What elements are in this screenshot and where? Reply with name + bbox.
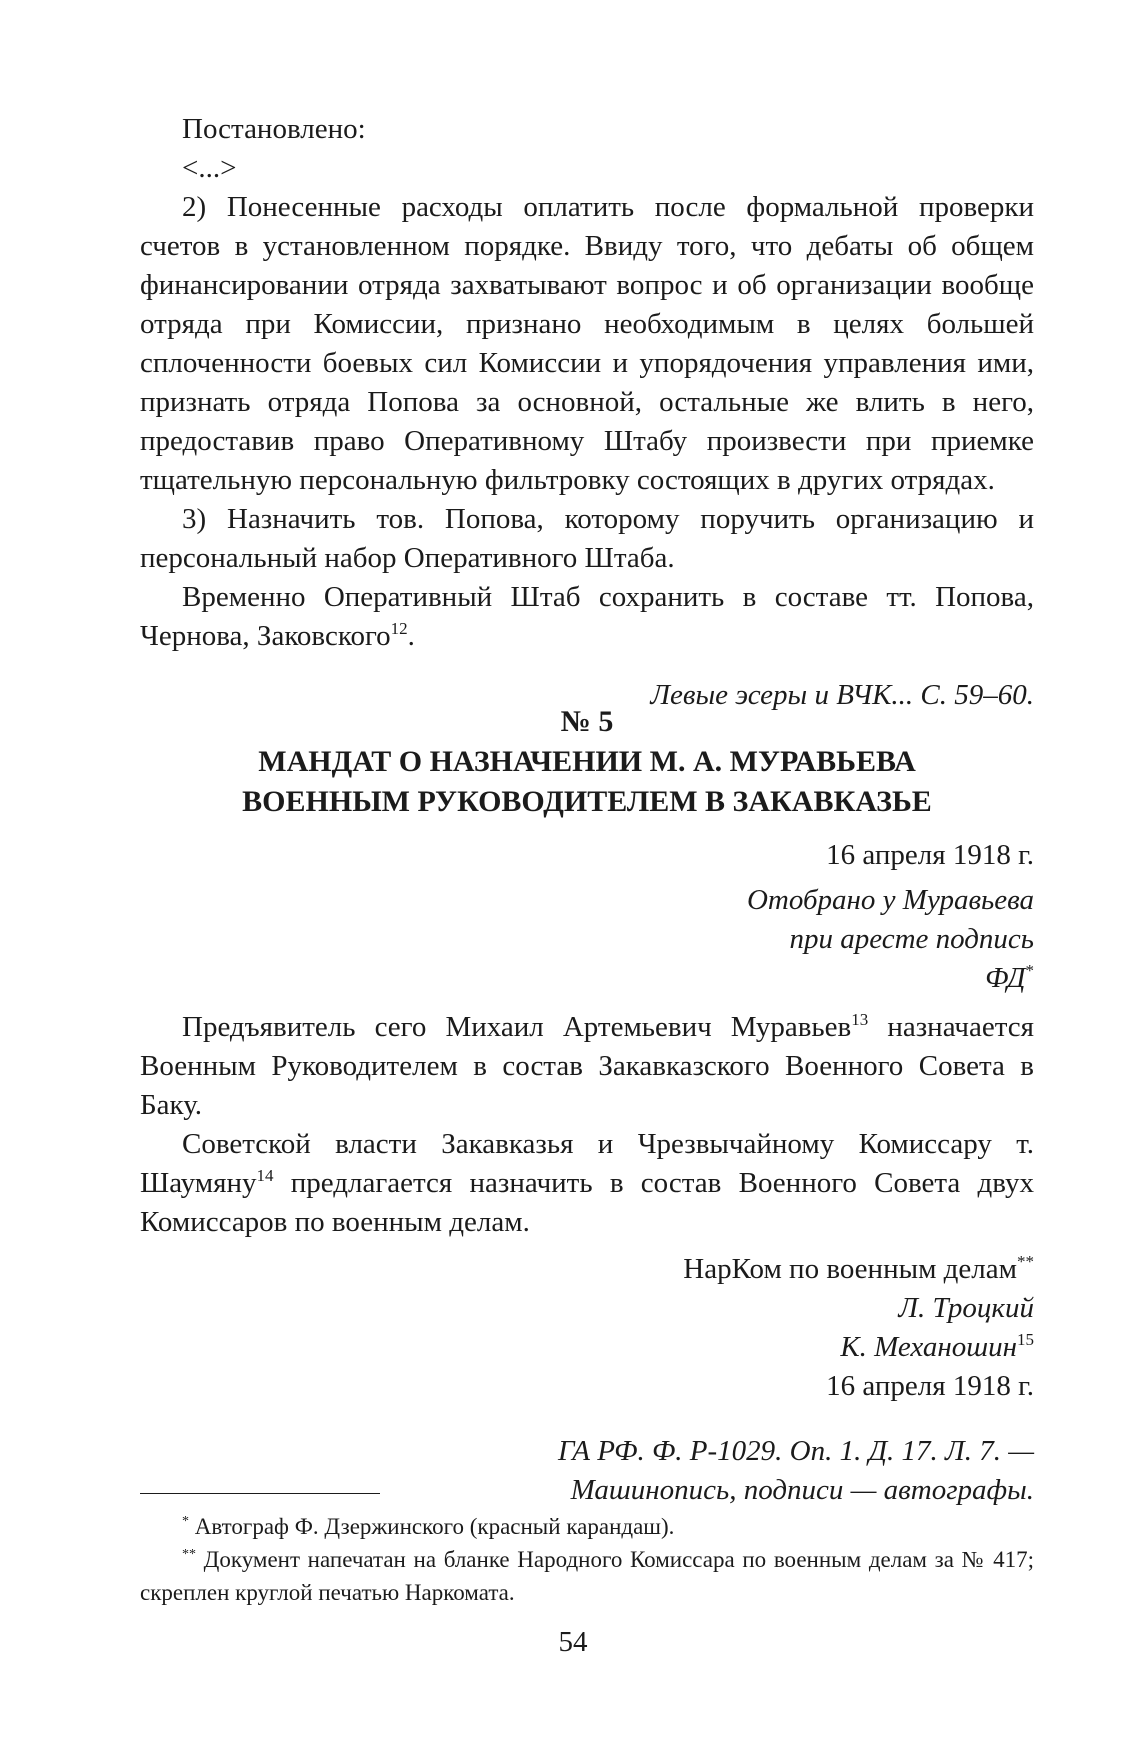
- signature-title-text: НарКом по военным делам: [683, 1253, 1017, 1285]
- ellipsis: <...>: [182, 152, 237, 184]
- footnote-ref-12: 12: [390, 619, 408, 638]
- mandate-section: [140, 836, 1034, 1510]
- annotation-line1: Отобрано у Муравьева: [746, 884, 1034, 916]
- mandate-paragraph-2-text: Советской власти Закавказья и Чрезвычайному Комиссару т. Шаумяну: [140, 1128, 1034, 1199]
- signature-mekhanoshin: [140, 1328, 1034, 1367]
- footnote-ref-13: 13: [851, 1010, 869, 1029]
- document-title-line2: ВОЕННЫМ РУКОВОДИТЕЛЕМ В ЗАКАВКАЗЬЕ: [242, 785, 932, 818]
- archive-source-line2: Машинопись, подписи — автографы.: [570, 1474, 1034, 1506]
- annotation-line2: при аресте подпись: [789, 923, 1034, 955]
- footnote-1: [140, 1510, 1034, 1543]
- document-title-line1: МАНДАТ О НАЗНАЧЕНИИ М. А. МУРАВЬЕВА: [258, 745, 916, 778]
- footnote-1-text: Автограф Ф. Дзержинского (красный карандаш).: [189, 1514, 675, 1539]
- signature-title: [140, 1250, 1034, 1289]
- archive-source-line1: ГА РФ. Ф. Р-1029. Оп. 1. Д. 17. Л. 7. —: [557, 1435, 1034, 1467]
- temporary-staff-text: Временно Оперативный Штаб сохранить в составе тт. Попова, Чернова, Заковского: [140, 581, 1034, 652]
- footnote-ref-15: 15: [1017, 1330, 1034, 1349]
- document-date: 16 апреля 1918 г.: [826, 839, 1034, 871]
- footnote-1-mark: *: [182, 1514, 189, 1529]
- mandate-paragraph-2-end: предлагается назначить в состав Военного Совета двух Комиссаров по военным делам.: [140, 1167, 1034, 1238]
- signature-trotsky: Л. Троцкий: [898, 1292, 1034, 1324]
- temporary-staff-end: .: [407, 620, 415, 652]
- mandate-paragraph-1: [140, 1008, 1034, 1125]
- signature-mekhanoshin-name: К. Механошин: [840, 1331, 1017, 1363]
- decision-item-3: 3) Назначить тов. Попова, которому поручить организацию и персональный набор Оперативного Штаба.: [140, 503, 1034, 574]
- document-number: № 5: [560, 705, 614, 738]
- signature-date: 16 апреля 1918 г.: [826, 1370, 1034, 1402]
- decision-item-2: 2) Понесенные расходы оплатить после формальной проверки счетов в установленном порядке. Ввиду того, что дебаты об общем финансировании отряда захватывают вопрос и об организации вообще отряда при Комиссии, признано необходимым в целях большей сплоченности боевых сил Комиссии и упорядочения управления ими, признать отряда Попова за основной, остальные же влить в него, предоставив право Оперативному Штабу произвести при приемке тщательную персональную фильтровку состоящих в других отрядах.: [140, 191, 1034, 496]
- footnotes: [140, 1510, 1034, 1609]
- footnote-divider: [140, 1493, 380, 1494]
- footnote-ref-star: *: [1025, 961, 1034, 980]
- document-heading: [140, 702, 1034, 822]
- mandate-paragraph-1-text: Предъявитель сего Михаил Артемьевич Муравьев: [182, 1011, 852, 1043]
- temporary-staff-paragraph: [140, 578, 1034, 656]
- footnote-2-text: Документ напечатан на бланке Народного Комиссара по военным делам за № 417; скреплен круглой печатью Наркомата.: [140, 1547, 1034, 1605]
- mandate-paragraph-2: [140, 1125, 1034, 1242]
- page-number: 54: [558, 1626, 588, 1658]
- decision-section: [140, 110, 1034, 715]
- annotation-line3: [140, 959, 1034, 998]
- annotation-initials: ФД: [985, 962, 1026, 994]
- source-citation-top: Левые эсеры и ВЧК... С. 59–60.: [650, 679, 1034, 711]
- mandate-paragraph-1-end: назначается Военным Руководителем в состав Закавказского Военного Совета в Баку.: [140, 1011, 1034, 1121]
- footnote-2-mark: **: [182, 1547, 196, 1562]
- footnote-ref-double-star: **: [1017, 1252, 1034, 1271]
- footnote-2: [140, 1543, 1034, 1609]
- footnote-ref-14: 14: [256, 1166, 274, 1185]
- decided-label: Постановлено:: [182, 113, 366, 145]
